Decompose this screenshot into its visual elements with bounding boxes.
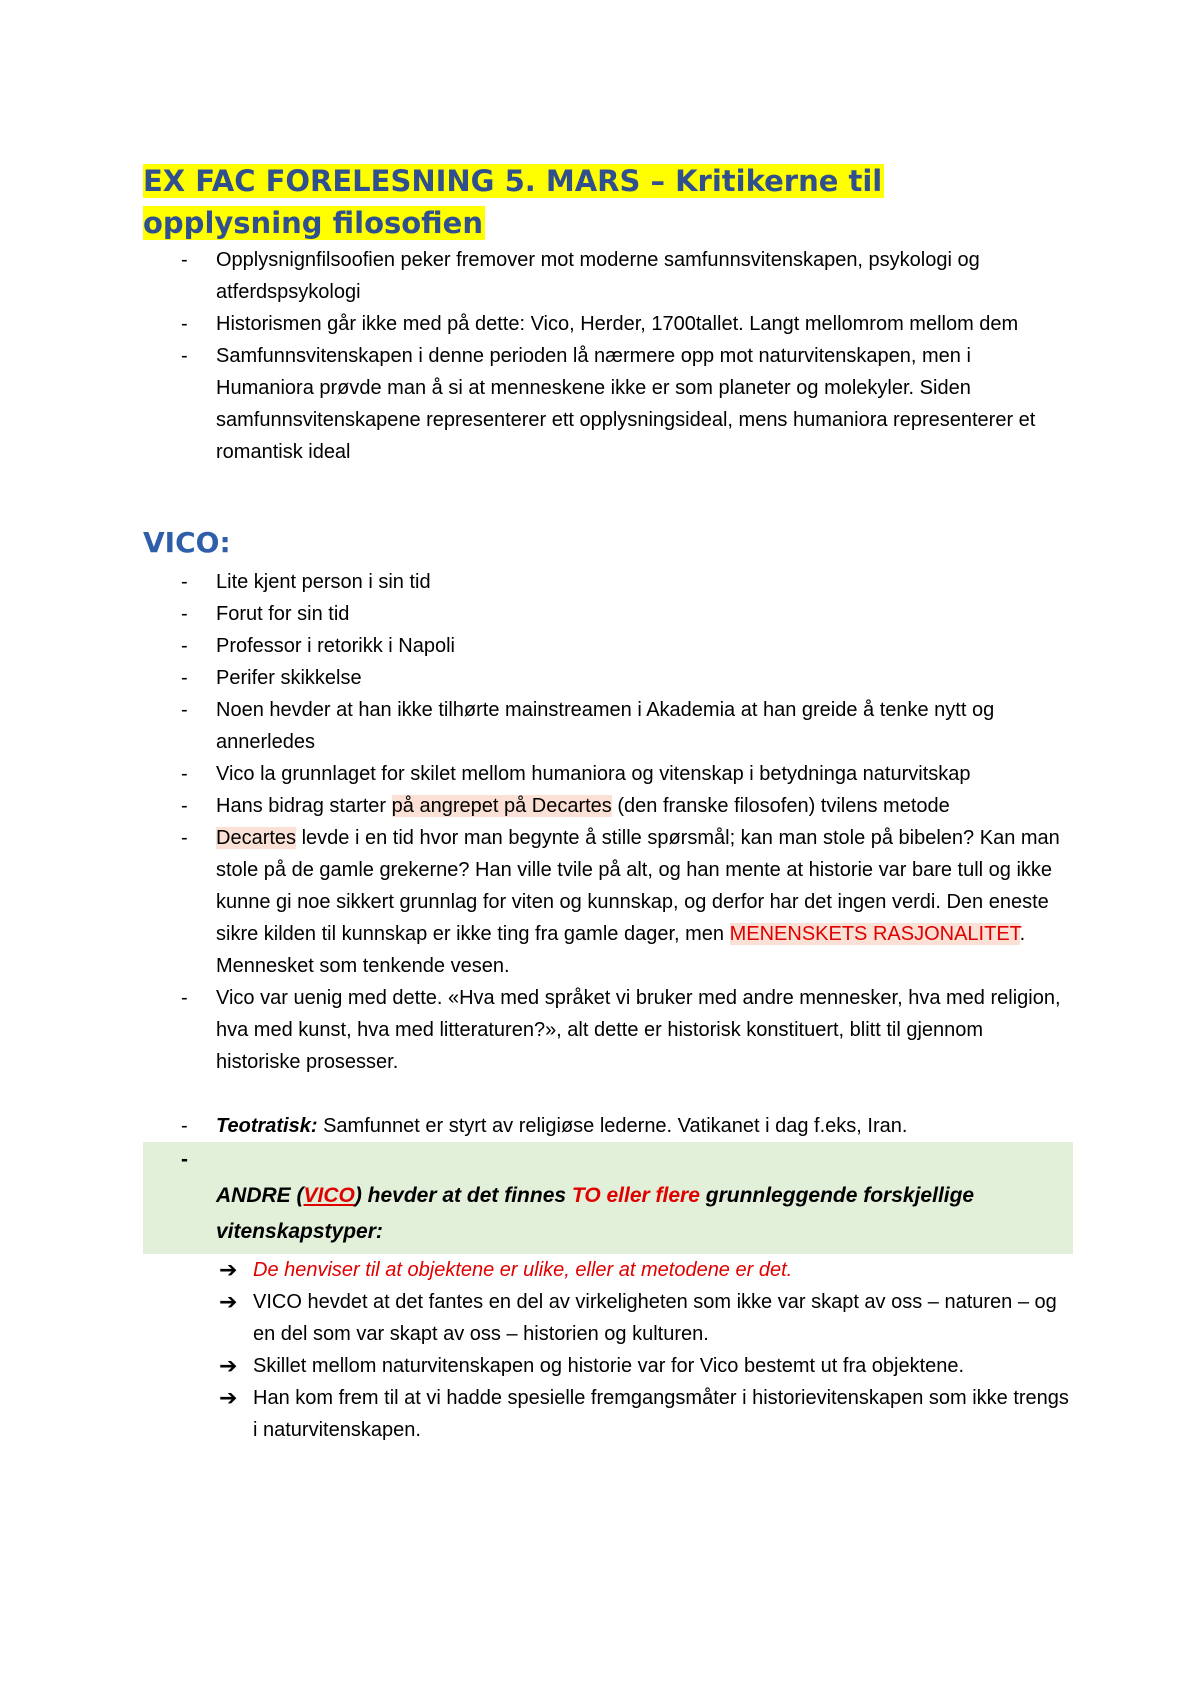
- text: Han kom frem til at vi hadde spesielle fremgangsmåter i historievitenskapen som ikke trengs i naturvitenskapen.: [253, 1387, 1069, 1441]
- text: grunnleggende forskjellige vitenskapstyper: [216, 1184, 975, 1243]
- document-content: [143, 160, 1073, 1446]
- list-item: - Professor i retorikk i Napoli: [143, 630, 1073, 662]
- text: Skillet mellom naturvitenskapen og historie var for Vico bestemt ut fra objektene.: [253, 1355, 965, 1377]
- arrow-right-icon: ➔: [219, 1385, 238, 1410]
- arrow-right-icon: ➔: [219, 1257, 238, 1282]
- list-item-teotratisk: [143, 1110, 1073, 1142]
- highlighted-red-text: MENENSKETS RASJONALITET: [729, 923, 1020, 945]
- list-item: - Opplysnignfilsoofien peker fremover mot moderne samfunnsvitenskapen, psykologi og atferdspsykologi: [143, 244, 1073, 308]
- list-item: - Historismen går ikke med på dette: Vico, Herder, 1700tallet. Langt mellomrom mellom dem: [143, 308, 1073, 340]
- text: . Mennesket som tenkende vesen.: [216, 923, 1026, 977]
- section-heading-vico: VICO:: [143, 526, 231, 559]
- text: VICO hevdet at det fantes en del av virkeligheten som ikke var skapt av oss – naturen – og en del som var skapt av oss – historien og kulturen.: [253, 1291, 1057, 1345]
- text: :: [375, 1220, 383, 1243]
- highlighted-text: Decartes: [216, 827, 297, 849]
- page-title: [143, 160, 1073, 244]
- red-text: TO eller flere: [571, 1184, 700, 1207]
- arrow-item: [143, 1382, 1073, 1446]
- list-item: - Perifer skikkelse: [143, 662, 1073, 694]
- text: De henviser til at objektene er ulike, eller at metodene er det.: [253, 1259, 793, 1281]
- vico-underlined: VICO: [303, 1184, 355, 1207]
- arrow-item: [143, 1350, 1073, 1382]
- list-item-bidrag: [143, 790, 1073, 822]
- arrow-list: [143, 1254, 1073, 1446]
- paragraph-spacer: [143, 1078, 1073, 1110]
- teotratisk-list: [143, 1110, 1073, 1254]
- arrow-right-icon: ➔: [219, 1353, 238, 1378]
- text: Hans bidrag starter: [216, 795, 392, 817]
- list-item: - Vico la grunnlaget for skilet mellom humaniora og vitenskap i betydninga naturvitskap: [143, 758, 1073, 790]
- text: levde i en tid hvor man begynte å stille spørsmål; kan man stole på bibelen? Kan man stole på de gamle grekerne? Han ville tvile på alt, og han mente at historie var bare tull og ikke kunne gi noe sikkert grunnlag for viten og kunnskap, og derfor har det ingen verdi. Den eneste sikre kilden til kunnskap er ikke ting fra gamle dager, men: [216, 827, 1060, 945]
- text: ANDRE (: [216, 1184, 304, 1207]
- intro-list: [143, 244, 1073, 468]
- title-line-2: opplysning filosofien: [143, 206, 483, 240]
- text: Samfunnet er styrt av religiøse lederne. Vatikanet i dag f.eks, Iran.: [317, 1115, 908, 1137]
- text: (den franske filosofen) tvilens metode: [611, 795, 950, 817]
- list-item-andre: [143, 1142, 1073, 1254]
- title-line-1: EX FAC FORELESNING 5. MARS – Kritikerne til: [143, 164, 883, 198]
- list-item: - Lite kjent person i sin tid: [143, 566, 1073, 598]
- term: Teotratisk:: [216, 1115, 318, 1137]
- arrow-item: [143, 1286, 1073, 1350]
- list-item: - Forut for sin tid: [143, 598, 1073, 630]
- list-item: - Vico var uenig med dette. «Hva med språket vi bruker med andre mennesker, hva med religion, hva med kunst, hva med litteraturen?», alt dette er historisk konstituert, blitt til gjennom historiske prosesser.: [143, 982, 1073, 1078]
- arrow-right-icon: ➔: [219, 1289, 238, 1314]
- list-item: - Samfunnsvitenskapen i denne perioden lå nærmere opp mot naturvitenskapen, men i Humaniora prøvde man å si at menneskene ikke er som planeter og molekyler. Siden samfunnsvitenskapene representerer ett opplysningsideal, mens humaniora representerer et romantisk ideal: [143, 340, 1073, 468]
- text: ) hevder at det finnes: [354, 1184, 572, 1207]
- vico-list: [143, 566, 1073, 1078]
- arrow-item: [143, 1254, 1073, 1286]
- list-item: - Noen hevder at han ikke tilhørte mainstreamen i Akademia at han greide å tenke nytt og annerledes: [143, 694, 1073, 758]
- list-item-decartes: [143, 822, 1073, 982]
- highlighted-text: på angrepet på Decartes: [391, 795, 612, 817]
